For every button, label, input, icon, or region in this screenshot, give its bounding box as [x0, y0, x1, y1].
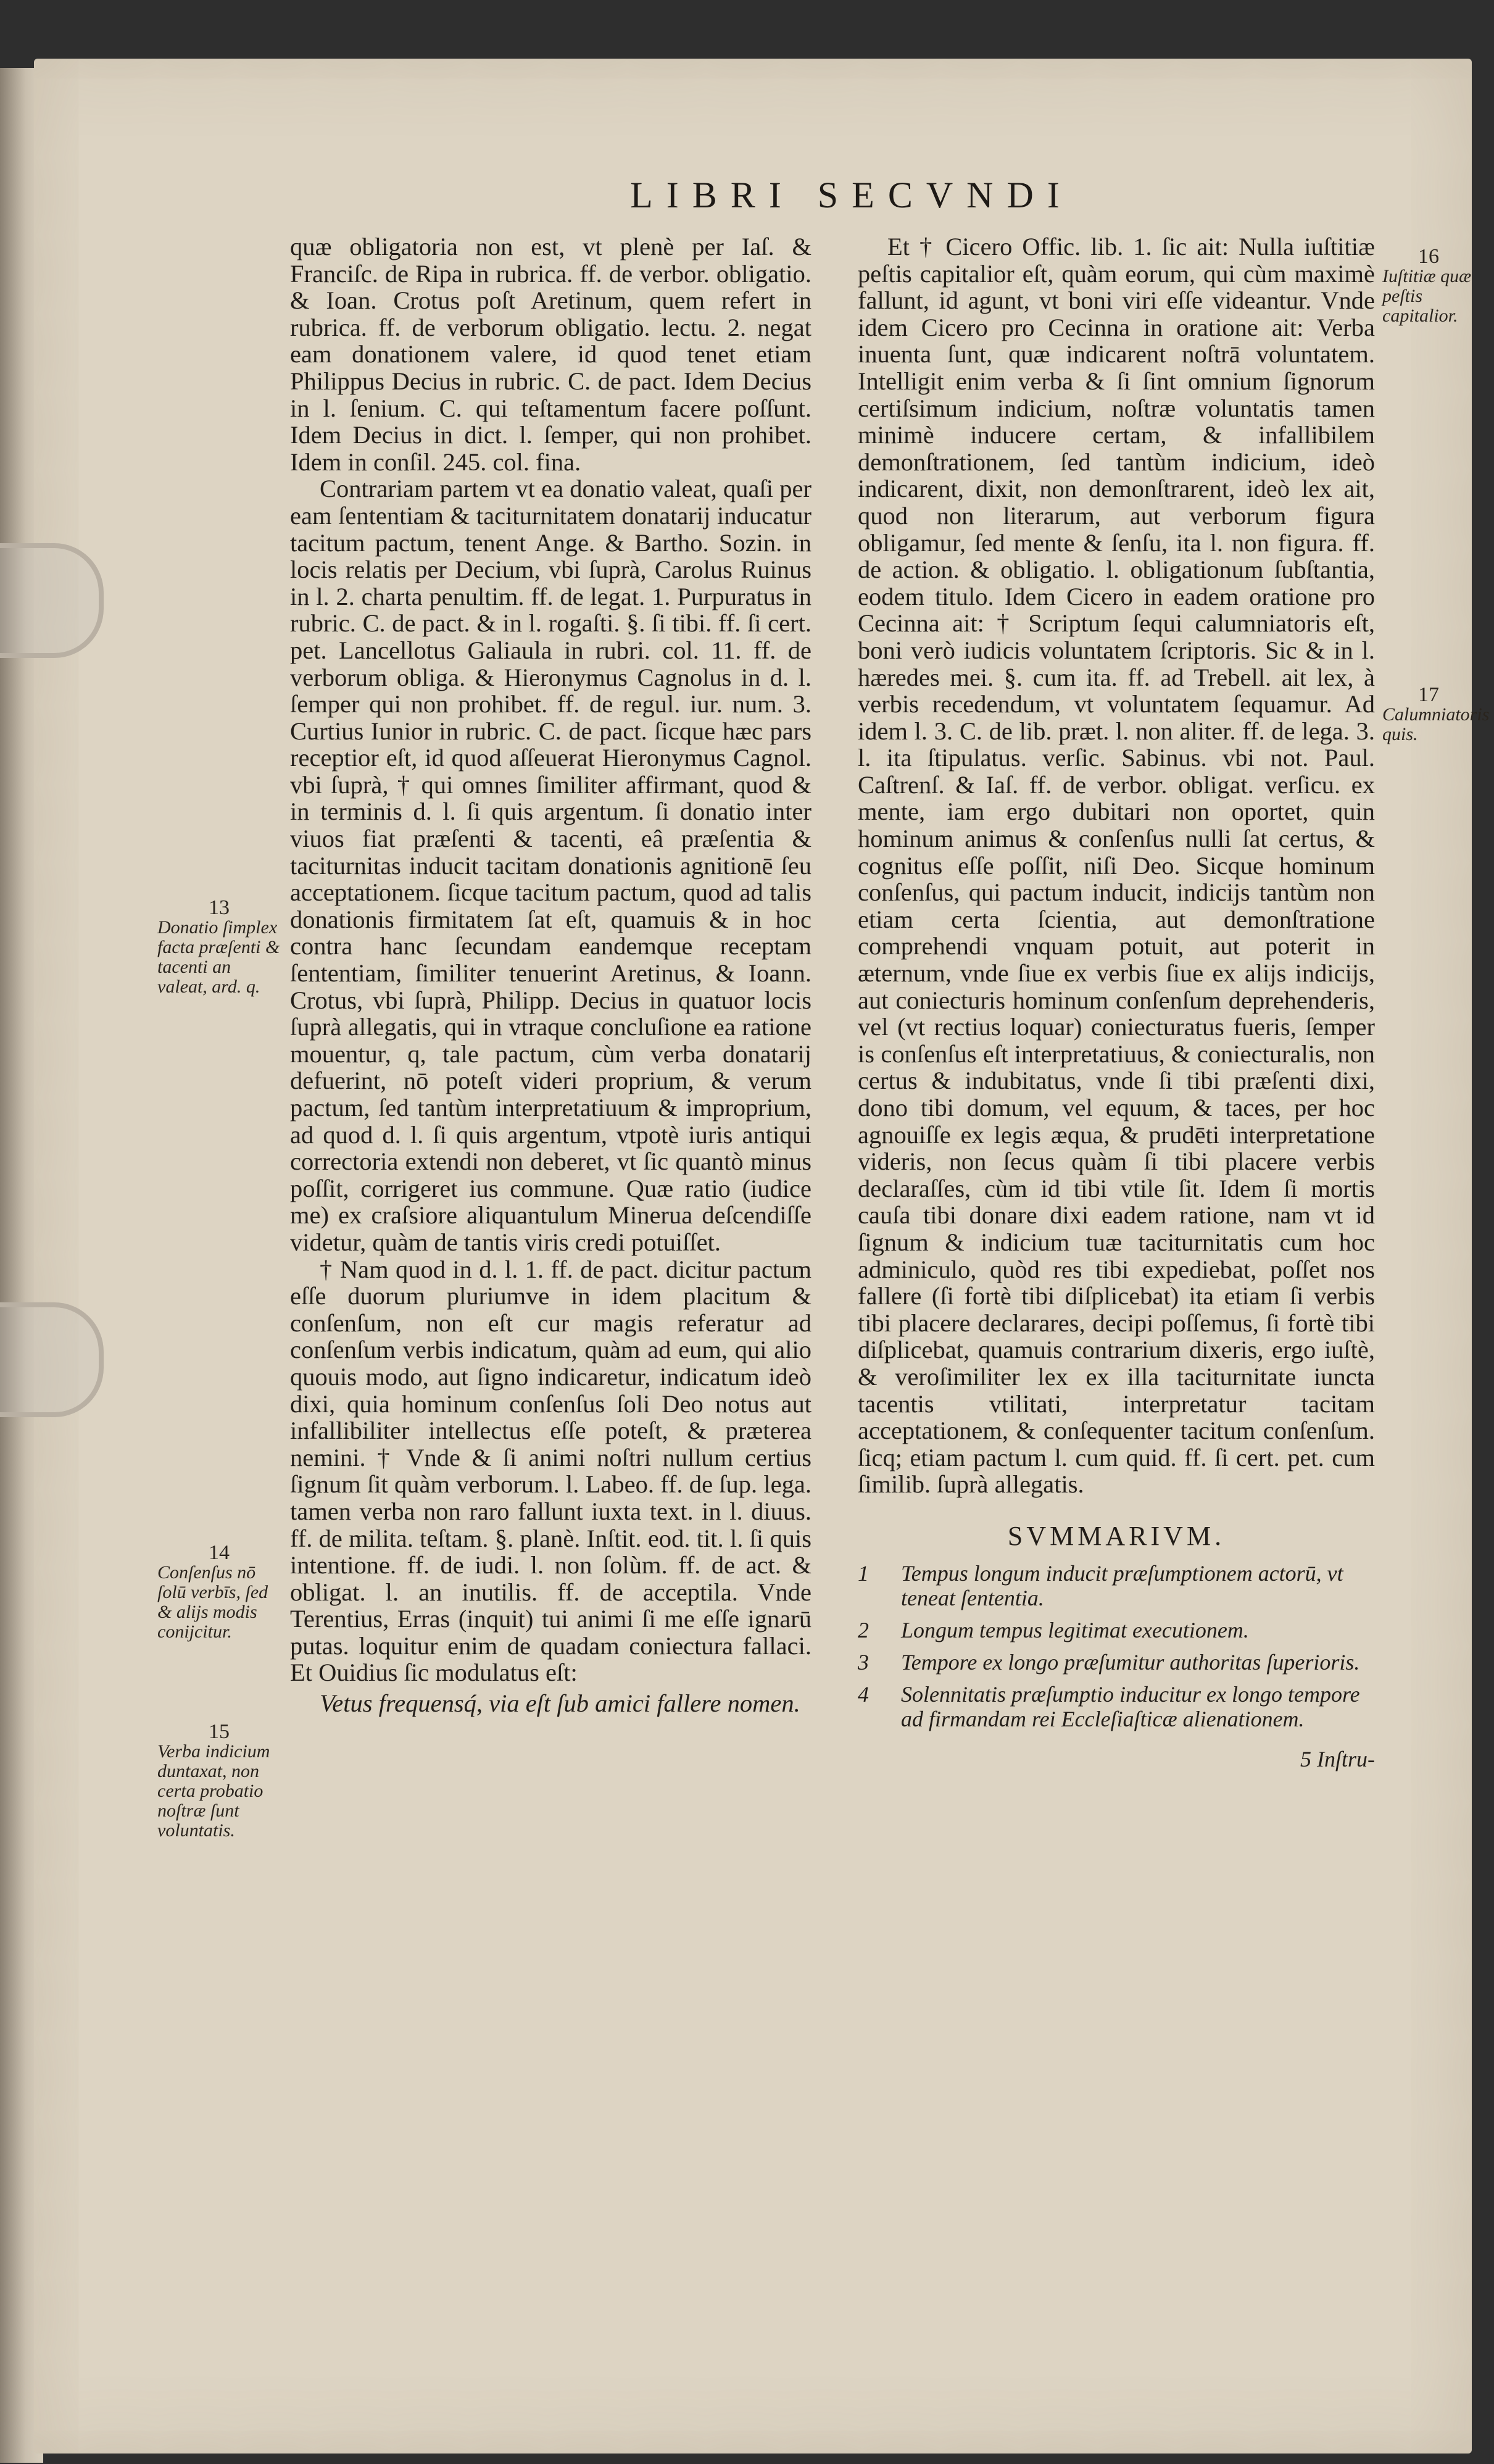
note-number: 14 [209, 1541, 230, 1564]
summarium-item [858, 1618, 1375, 1642]
page-clip-bottom [0, 1302, 104, 1417]
note-number: 13 [209, 896, 230, 919]
column-left [290, 233, 811, 1717]
page-clip-top [0, 543, 104, 658]
note-number: 17 [1418, 683, 1439, 706]
note-number: 16 [1418, 245, 1439, 268]
running-header: LIBRI SECVNDI [630, 175, 1073, 215]
margin-note-14 [157, 1543, 281, 1642]
verse-quote: Vetus frequensq́, via eſt ſub amici fallere nomen. [320, 1689, 800, 1718]
summarium-title: SVMMARIVM. [1007, 1520, 1226, 1551]
paragraph: † Nam quod in d. l. 1. ff. de pact. dicitur pactum eſſe duorum pluriumve in idem placitum & conſenſum, non eſt cur magis referatur ad conſenſum verbis indicatum, quàm ad eum, qui alio quouis modo, aut ſigno indicaretur, indicatum ideò dixi, quia hominum conſenſus ſoli Deo notus aut infallibiliter intellectus eſſe poteſt, & præterea nemini. † Vnde & ſi animi noſtri nullum certius ſignum ſit quàm verborum. l. Labeo. ff. de ſup. lega. tamen verba non raro fallunt iuxta text. in l. diuus. ff. de milita. teſtam. §. planè. Inſtit. eod. tit. l. ſi quis intentione. ff. de iudi. l. non ſolùm. ff. de act. & obligat. l. an inutilis. ff. de acceptila. Vnde Terentius, Erras (inquit) tui animi ſi me eſſe ignarū putas. loquitur enim de quadam coniectura fallaci. Et Ouidius ſic modulatus eſt: [290, 1255, 811, 1687]
item-text: Longum tempus legitimat executionem. [901, 1617, 1249, 1642]
note-text: Verba indicium duntaxat, non certa probatio noſtræ ſunt voluntatis. [157, 1741, 270, 1841]
note-text: Iuſtitiæ quæ peſtis capitalior. [1382, 266, 1472, 326]
column-right [858, 233, 1375, 1773]
item-text: Solennitatis præſumptio inducitur ex longo tempore ad firmandam rei Eccleſiaſticæ alienationem. [901, 1681, 1360, 1731]
note-text: Calumniatoris quis. [1382, 704, 1490, 744]
item-text: Tempus longum inducit præſumptionem actorū, vt teneat ſententia. [901, 1560, 1343, 1610]
note-text: Conſenſus nō ſolū verbīs, ſed & alijs modis conijcitur. [157, 1562, 268, 1642]
item-number: 1 [858, 1560, 869, 1586]
note-number: 15 [209, 1720, 230, 1743]
summarium-item [858, 1650, 1375, 1675]
item-number: 2 [858, 1617, 869, 1642]
paragraph: Et † Cicero Offic. lib. 1. ſic ait: Nulla iuſtitiæ peſtis capitalior eſt, quàm eorum, qui cùm maximè fallunt, id agunt, vt boni viri eſſe videantur. Vnde idem Cicero pro Cecinna in oratione ait: Verba inuenta ſunt, quæ indicarent noſtrā voluntatem. Intelligit enim verba & ſi ſint omnium ſignorum certiſsimum indicium, noſtræ voluntatis tamen minimè inducere certam, & infallibilem demonſtrationem, ſed tantùm indicium, ideò indicarent, dixit, non demonſtrarent, ideò lex ait, quod non literarum, aut verborum figura obligamur, ſed mente & ſenſu, ita l. non figura. ff. de action. & obligatio. l. obligationum ſubſtantia, eodem titulo. Idem Cicero in eadem oratione pro Cecinna ait: † Scriptum ſequi calumniatoris eſt, boni verò iudicis voluntatem ſcriptoris. Sic & in l. hæredes mei. §. cum ita. ff. ad Trebell. ait lex, à verbis recedendum, vt voluntatem ſequamur. Ad idem l. 3. C. de lib. præt. l. non aliter. ff. de lega. 3. l. ita ſtipulatus. verſic. Sabinus. vbi not. Paul. Caſtrenſ. & Iaſ. ff. de verbor. obligat. verſicu. ex mente, iam ergo dubitari non oportet, quin hominum animus & conſenſus nulli ſat certus, & cognitus eſſe poſſit, niſi Deo. Sicque hominum conſenſus, qui pactum inducit, indicijs tantùm non etiam certa ſcientia, aut demonſtratione comprehendi vnquam potuit, aut poterit in æternum, vnde ſiue ex verbis ſiue ex alijs indicijs, aut coniecturis hominum conſenſum deprehenderis, vel (vt rectius loquar) coniecturatus fueris, ſemper is conſenſus eſt interpretatiuus, & coniecturalis, non certus & indubitatus, vnde ſi tibi præſenti dixi, dono tibi domum, vel equum, & taces, per hoc agnouiſſe ex legis æqua, & prudēti interpretatione videris, non ſecus quàm ſi tibi placere verbis declaraſſes, cùm id tibi vtile ſit. Idem ſi mortis cauſa tibi donare dixi eadem ratione, nam vt id ſignum & indicium tuæ taciturnitatis cum hoc adminiculo, quòd res tibi expediebat, poſſet nos fallere (ſi fortè tibi diſplicebat) ita etiam ſi verbis tibi placere declarares, decipi poſſemus, ſi fortè tibi diſplicebat, quamuis contrarium dixeris, ergo iuſtè, & veroſimiliter lex ex illa taciturnitate iuncta tacentis vtilitati, interpretatur tacitam acceptationem, & conſequenter tacitum conſenſum. ſicq; etiam pactum l. cum quid. ff. ſi cert. pet. cum ſimilib. ſuprà allegatis. [858, 233, 1375, 1499]
catchword: 5 Inſtru- [1300, 1746, 1375, 1771]
note-text: Donatio ſimplex facta præſenti & tacenti an valeat, ard. q. [157, 917, 280, 997]
item-number: 3 [858, 1649, 869, 1675]
margin-note-13 [157, 898, 281, 997]
margin-note-16 [1382, 247, 1475, 326]
summarium-item [858, 1561, 1375, 1610]
paragraph: Contrariam partem vt ea donatio valeat, quaſi per eam ſententiam & taciturnitatem donatarij inducatur tacitum pactum, tenent Ange. & Bartho. Sozin. in locis relatis per Decium, vbi ſuprà, Carolus Ruinus in l. 2. charta penultim. ff. de legat. 1. Purpuratus in rubric. C. de pact. & in l. rogaſti. §. ſi tibi. ff. ſi cert. pet. Lancellotus Galiaula in rubri. col. 11. ff. de verborum obliga. & Hieronymus Cagnolus in d. l. ſemper qui non prohibet. ff. de regul. iur. num. 3. Curtius Iunior in rubric. C. de pact. ſicque hæc pars receptior eſt, id quod aſſeuerat Hieronymus Cagnol. vbi ſuprà, † qui omnes ſimiliter affirmant, quod & in terminis d. l. ſi quis argentum. ſi donatio inter viuos fiat præſenti & tacenti, eâ præſentia & taciturnitas inducit tacitam donationis agnitionē ſeu acceptationem. ſicque tacitum pactum, quod ad talis donationis firmitatem ſat eſt, quamuis & in hoc contra hanc ſecundam eandemque receptam ſententiam, ſimiliter tenuerint Aretinus, & Ioann. Crotus, vbi ſuprà, Philipp. Decius in quatuor locis ſuprà allegatis, qui in vtraque concluſione ea ratione mouentur, q, tale pactum, cùm verba donatarij defuerint, nō poteſt videri proprium, & verum pactum, ſed tantùm interpretatiuum & improprium, ad quod d. l. ſi quis argentum, vtpotè iuris antiqui correctoria extendi non deberet, vt ſic quantò minus poſſit, corrigeret ius commune. Quæ ratio (iudice me) ex craſsiore aliquantulum Minerua deſcendiſſe videtur, quàm de tantis viris credi potuiſſet. [290, 475, 811, 1256]
paragraph: quæ obligatoria non est, vt plenè per Iaſ. & Franciſc. de Ripa in rubrica. ff. de verbor. obligatio. & Ioan. Crotus poſt Aretinum, quem refert in rubrica. ff. de verborum obligatio. lectu. 2. negat eam donationem valere, id quod tenet etiam Philippus Decius in rubric. C. de pact. Idem Decius in l. ſenium. C. qui teſtamentum facere poſſunt. Idem Decius in dict. l. ſemper, qui non prohibet. Idem in conſil. 245. col. fina. [290, 233, 811, 476]
summarium-item [858, 1682, 1375, 1731]
margin-note-15 [157, 1722, 281, 1841]
item-text: Tempore ex longo præſumitur authoritas ſuperioris. [901, 1649, 1360, 1675]
margin-note-17 [1382, 683, 1490, 744]
summarium-list [858, 1561, 1375, 1731]
item-number: 4 [858, 1681, 869, 1707]
